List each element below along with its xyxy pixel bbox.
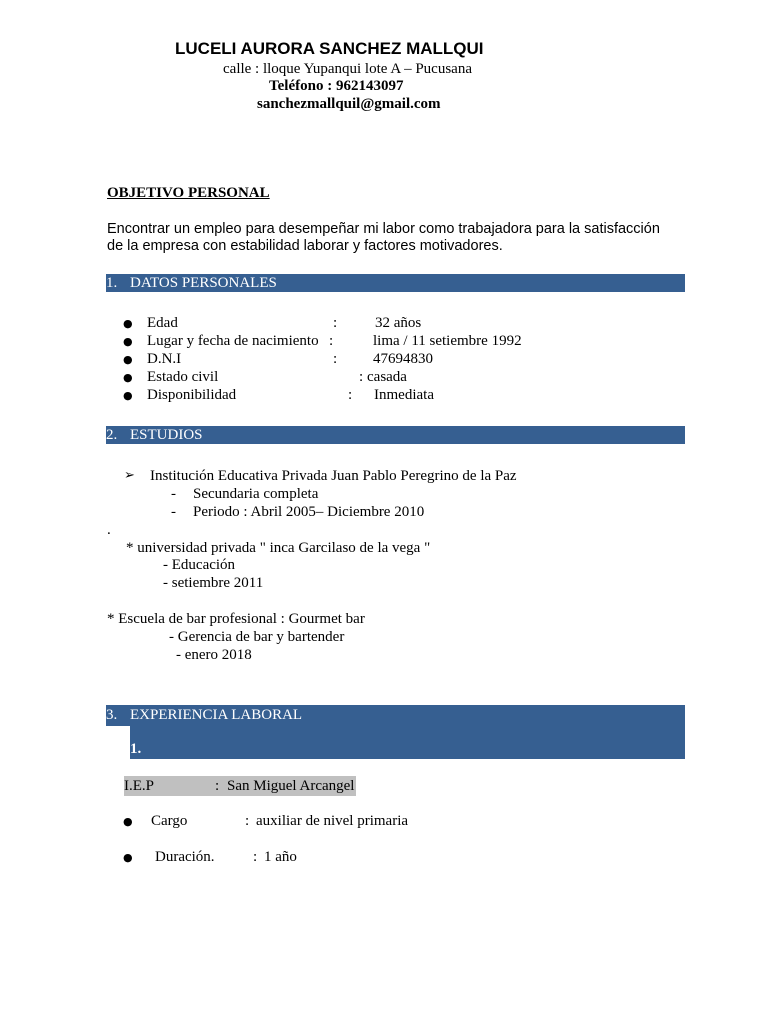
university-detail: - setiembre 2011 [163, 575, 264, 591]
field-value: lima / 11 setiembre 1992 [373, 333, 522, 349]
arrow-bullet-icon: ➢ [124, 468, 135, 483]
university-detail: - Educación [163, 557, 236, 573]
stray-dot: . [107, 522, 111, 538]
dash: - [171, 504, 176, 520]
field-value: casada [367, 369, 407, 385]
bullet-icon: ● [123, 371, 133, 384]
sub-number: 1. [130, 741, 142, 757]
section-bar-personal [106, 274, 685, 292]
section-bar-studies [106, 426, 685, 444]
email: sanchezmallquil@gmail.com [257, 96, 441, 112]
section-number: 3. [106, 707, 118, 723]
school-detail: Secundaria completa [193, 486, 319, 502]
school-name: Institución Educativa Privada Juan Pablo Peregrino de la Paz [150, 468, 517, 484]
job-field-label: Duración. [155, 849, 215, 865]
job-field-label: Cargo [151, 813, 188, 829]
field-label: D.N.I [147, 351, 182, 367]
field-value: 32 años [375, 315, 422, 331]
field-colon: : [359, 369, 364, 385]
resume-name: LUCELI AURORA SANCHEZ MALLQUI [175, 39, 484, 58]
bar-school-detail: - enero 2018 [176, 647, 252, 663]
objective-line-2: de la empresa con estabilidad laborar y factores motivadores. [107, 238, 503, 254]
field-label: Edad [147, 315, 178, 331]
field-label: Disponibilidad [147, 387, 237, 403]
section-number: 2. [106, 427, 118, 443]
phone: Teléfono : 962143097 [269, 78, 404, 94]
job-field-colon: : [245, 813, 250, 829]
job-field-colon: : [253, 849, 258, 865]
job-field-value: auxiliar de nivel primaria [256, 813, 409, 829]
field-label: Estado civil [147, 369, 219, 385]
section-subbar [130, 726, 685, 759]
field-colon: : [348, 387, 353, 403]
objective-line-1: Encontrar un empleo para desempeñar mi labor como trabajadora para la satisfacción [107, 221, 660, 237]
field-value: Inmediata [374, 387, 434, 403]
field-value: 47694830 [373, 351, 433, 367]
section-bar-experience [106, 705, 685, 726]
bullet-icon: ● [123, 317, 133, 330]
objective-title: OBJETIVO PERSONAL [107, 185, 270, 201]
bullet-icon: ● [123, 851, 133, 864]
section-title: DATOS PERSONALES [130, 275, 277, 291]
bullet-icon: ● [123, 815, 133, 828]
university-name: * universidad privada " inca Garcilaso de la vega " [126, 540, 431, 556]
address: calle : lloque Yupanqui lote A – Pucusana [223, 61, 472, 77]
field-label: Lugar y fecha de nacimiento [147, 333, 319, 349]
bullet-icon: ● [123, 353, 133, 366]
field-colon: : [333, 351, 338, 367]
company-colon: : [215, 778, 220, 794]
bar-school-detail: - Gerencia de bar y bartender [169, 629, 345, 645]
job-field-value: 1 año [264, 849, 297, 865]
company-name: San Miguel Arcangel [227, 778, 355, 794]
company-label: I.E.P [124, 778, 154, 794]
bar-school-name: * Escuela de bar profesional : Gourmet bar [107, 611, 365, 627]
section-title: ESTUDIOS [130, 427, 203, 443]
section-number: 1. [106, 275, 118, 291]
field-colon: : [329, 333, 334, 349]
bullet-icon: ● [123, 389, 133, 402]
school-detail: Periodo : Abril 2005– Diciembre 2010 [193, 504, 425, 520]
bullet-icon: ● [123, 335, 133, 348]
field-colon: : [333, 315, 338, 331]
section-title: EXPERIENCIA LABORAL [130, 707, 303, 723]
dash: - [171, 486, 176, 502]
